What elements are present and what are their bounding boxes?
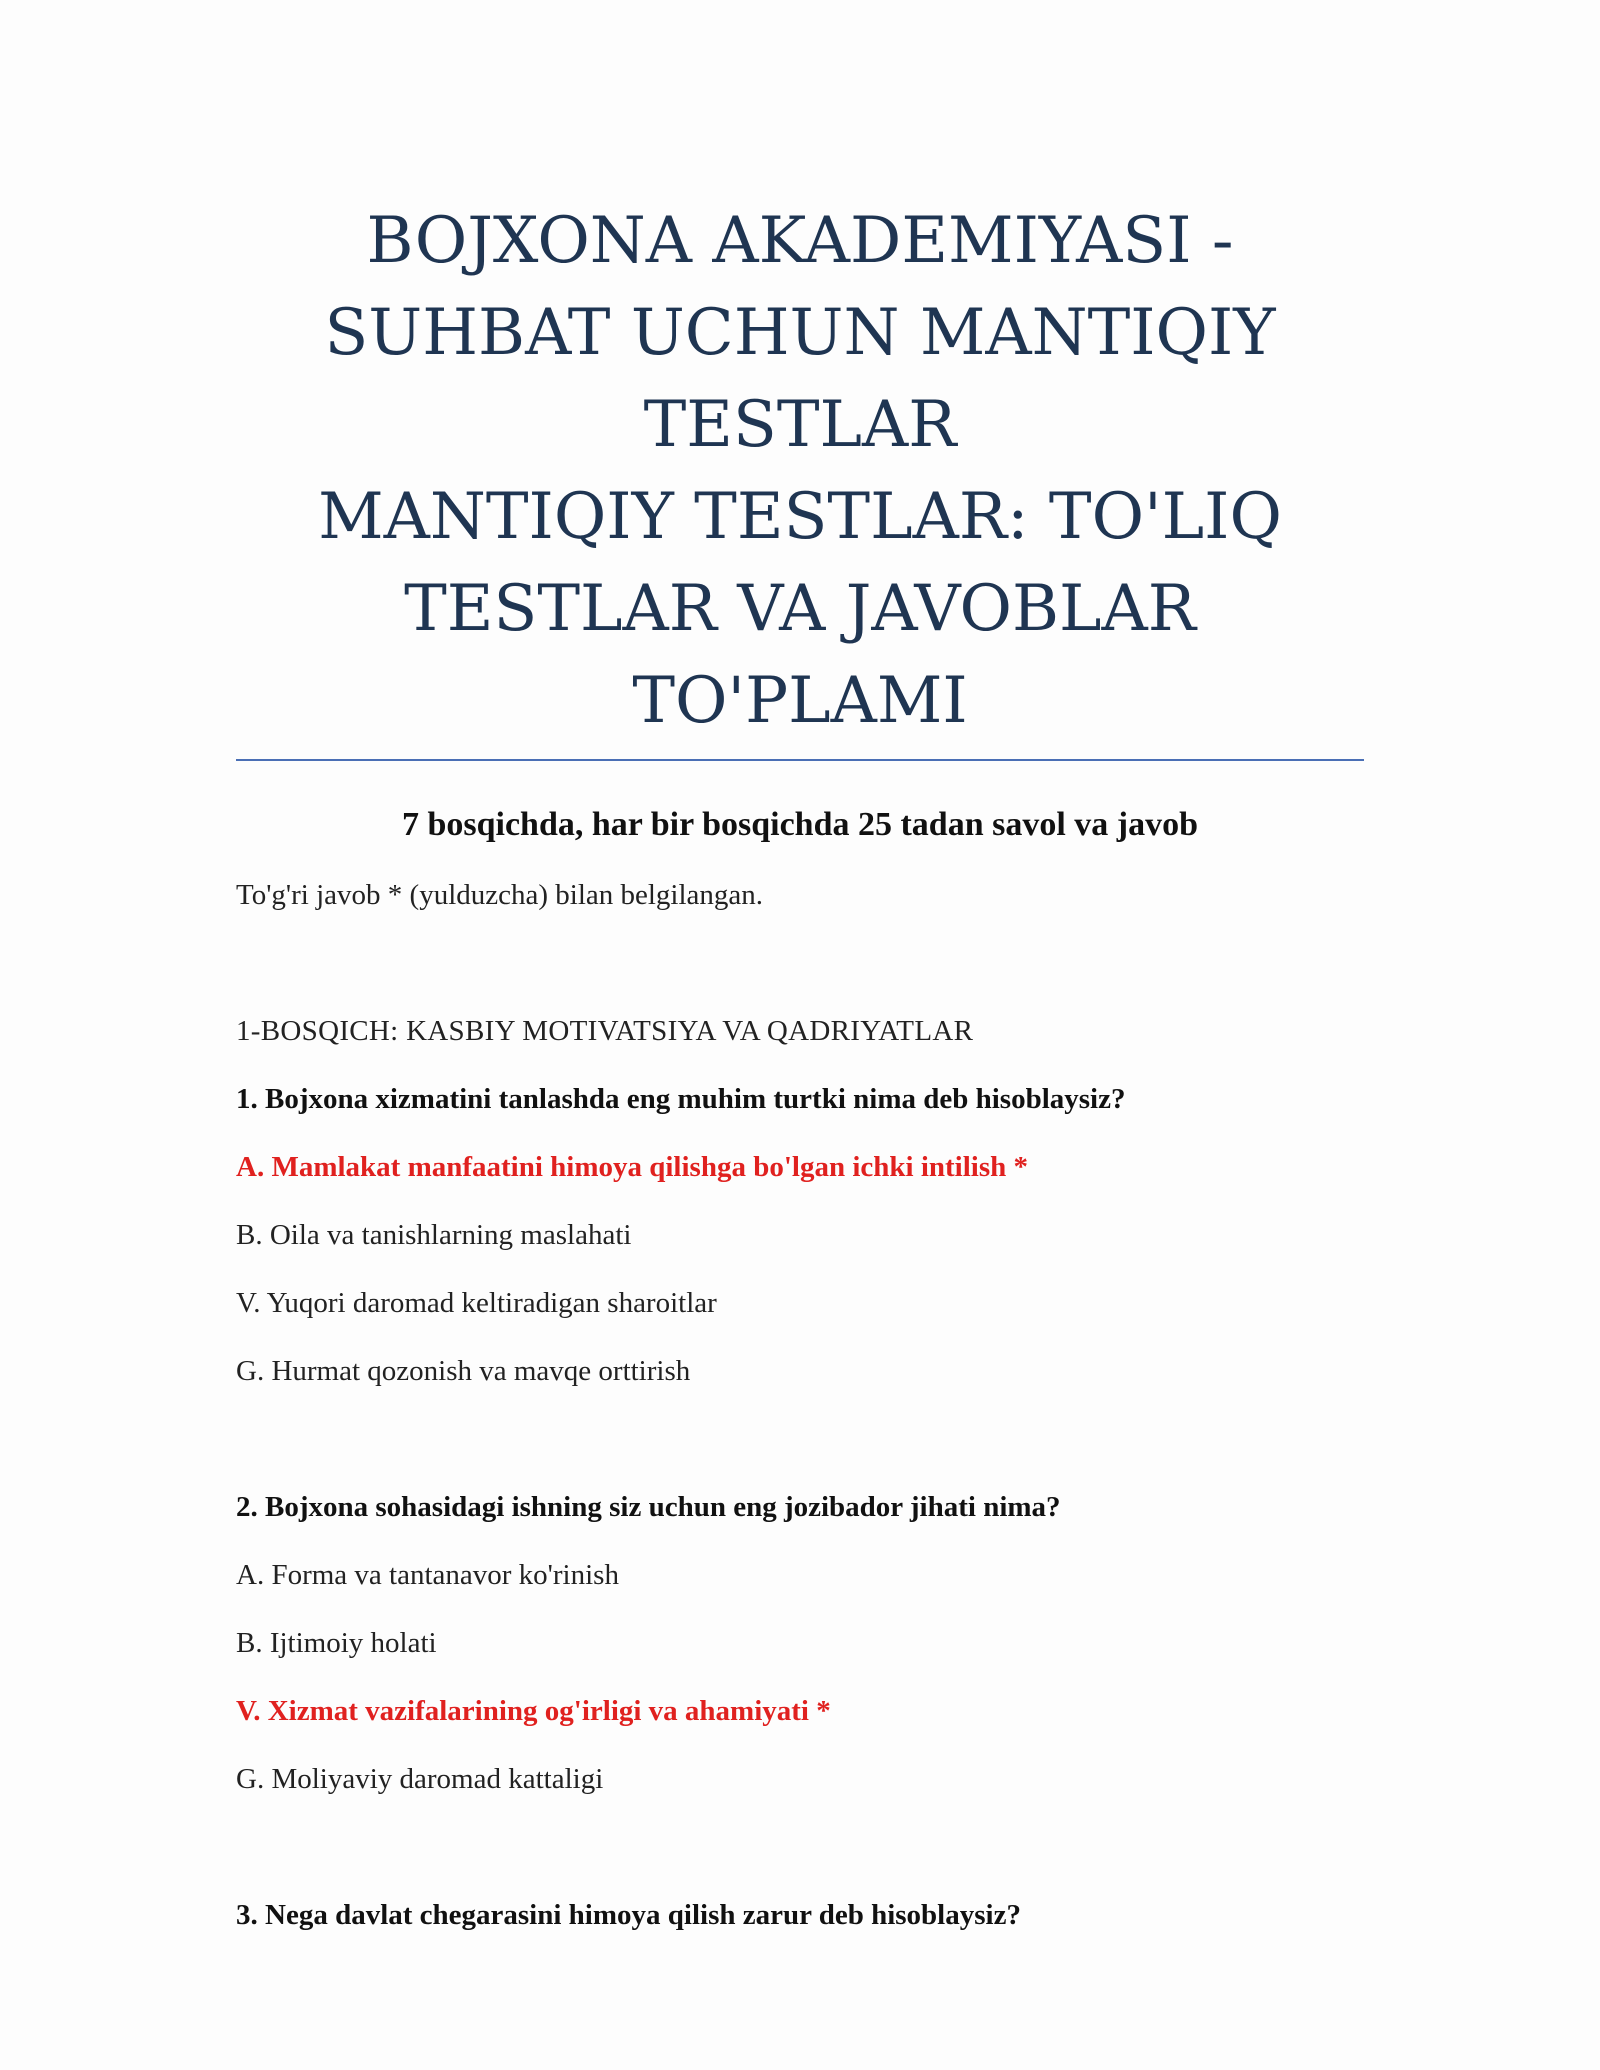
question-1-option-b: B. Oila va tanishlarning maslahati — [236, 1219, 632, 1251]
title-line: TESTLAR VA JAVOBLAR TO'PLAMI — [404, 572, 1196, 738]
title-line: SUHBAT UCHUN MANTIQIY — [324, 296, 1276, 370]
question-3: 3. Nega davlat chegarasini himoya qilish zarur deb hisoblaysiz? — [236, 1899, 1021, 1931]
section-heading: 1-BOSQICH: KASBIY MOTIVATSIYA VA QADRIYATLAR — [236, 1015, 974, 1047]
answer-key-note: To'g'ri javob * (yulduzcha) bilan belgilangan. — [236, 879, 764, 911]
document-page — [236, 195, 1364, 1935]
question-2-option-a: A. Forma va tantanavor ko'rinish — [236, 1559, 619, 1591]
document-subtitle: 7 bosqichda, har bir bosqichda 25 tadan savol va javob — [401, 806, 1199, 843]
question-2-option-g: G. Moliyaviy daromad kattaligi — [236, 1763, 604, 1795]
title-line: TESTLAR — [643, 388, 957, 462]
question-1-option-v: V. Yuqori daromad keltiradigan sharoitlar — [236, 1287, 717, 1319]
title-line: BOJXONA AKADEMIYASI - — [366, 204, 1234, 278]
document-title — [236, 195, 1364, 747]
question-2-option-v-correct: V. Xizmat vazifalarining og'irligi va ahamiyati * — [236, 1695, 831, 1727]
title-line: MANTIQIY TESTLAR: TO'LIQ — [318, 480, 1282, 554]
question-2-option-b: B. Ijtimoiy holati — [236, 1627, 437, 1659]
title-divider — [236, 759, 1364, 761]
question-1: 1. Bojxona xizmatini tanlashda eng muhim turtki nima deb hisoblaysiz? — [236, 1083, 1126, 1115]
question-1-option-g: G. Hurmat qozonish va mavqe orttirish — [236, 1355, 691, 1387]
question-1-option-a-correct: A. Mamlakat manfaatini himoya qilishga bo'lgan ichki intilish * — [236, 1151, 1029, 1183]
question-2: 2. Bojxona sohasidagi ishning siz uchun eng jozibador jihati nima? — [236, 1491, 1061, 1523]
